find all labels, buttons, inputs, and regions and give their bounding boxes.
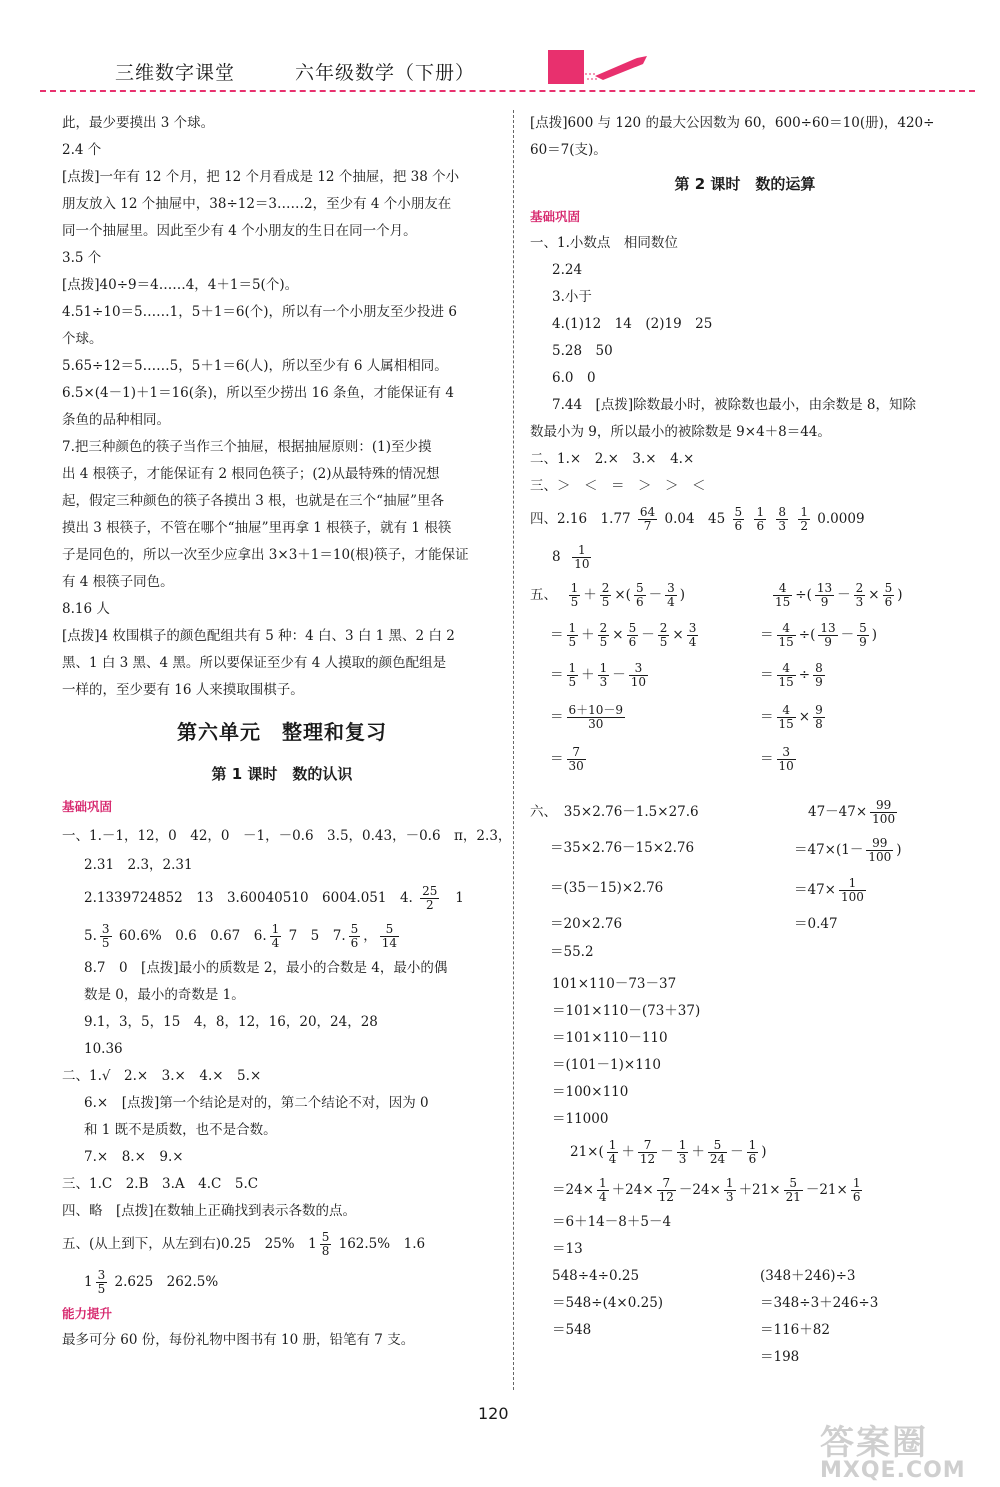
book-title: 三维数字课堂 [115, 62, 236, 84]
calc-line: (348＋246)÷3 [760, 1268, 856, 1284]
subject-title: 六年级数学（下册） [295, 62, 476, 84]
calc-line: ＝55.2 [550, 944, 594, 960]
text-line: 同一个抽屉里。因此至少有 4 个小朋友的生日在同一个月。 [62, 223, 417, 239]
calc-line: 21×( $\frac{1}{4}$ ＋ $\frac{7}{12}$ － $\frac{1}{3}$ ＋ $\frac{5}{24}$ － $\frac{1}{6}$ ) [570, 1138, 767, 1166]
calc-line: ＝24× $\frac{1}{4}$ ＋24× $\frac{7}{12}$ －24× $\frac{1}{3}$ ＋21× $\frac{5}{21}$ －21× $\frac{1}{6}$ [552, 1176, 861, 1204]
fraction: $\frac{3}{5}$ [101, 922, 110, 950]
text-line: 7.44 [点拨]除数最小时，被除数也最小，由余数是 8，知除 [552, 397, 916, 413]
rocket-icon [585, 52, 655, 82]
text-line: 一、1.－1，12，0 42，0 －1，－0.6 3.5，0.43，－0.6 π，2.3， [62, 828, 512, 844]
text-line: 3.5 个 [62, 250, 102, 266]
calc-line: 47－47× $\frac{99}{100}$ [808, 798, 896, 826]
fraction: $\frac{3}{5}$ [97, 1268, 106, 1296]
text-line: 最多可分 60 份，每份礼物中图书有 10 册，铅笔有 7 支。 [62, 1332, 415, 1348]
text-line: 二、1.× 2.× 3.× 4.× [530, 451, 695, 467]
calc-line: ＝348÷3＋246÷3 [760, 1295, 879, 1311]
fraction: $\frac{64}{7}$ [639, 505, 656, 533]
text-line: 数最小为 9，所以最小的被除数是 9×4＋8＝44。 [530, 424, 831, 440]
text-line: 8.7 0 [点拨]最小的质数是 2，最小的合数是 4，最小的偶 [84, 960, 448, 976]
right-column [530, 110, 960, 1373]
fraction: $\frac{1}{2}$ [800, 505, 808, 533]
calc-line: ＝13 [552, 1241, 583, 1257]
fraction: $\frac{5}{6}$ [734, 505, 743, 533]
calc-line: ＝100×110 [552, 1084, 629, 1100]
text-line: 黑、1 白 3 黑、4 黑。所以要保证至少有 4 人摸取的颜色配组是 [62, 655, 447, 671]
page-number: 120 [478, 1404, 509, 1423]
text-line: [点拨]一年有 12 个月，把 12 个月看成是 12 个抽屉，把 38 个小 [62, 169, 460, 185]
text-line: [点拨]40÷9＝4……4，4＋1＝5(个)。 [62, 277, 299, 293]
fraction: $\frac{5}{6}$ [350, 922, 359, 950]
fraction-line: 四、2.16 1.77 $\frac{64}{7}$ 0.04 45 $\frac{5}{6}$ $\frac{1}{6}$ $\frac{8}{3}$ $\frac{1}{2}$ 0.0009 [530, 505, 865, 533]
calc-line: 548÷4÷0.25 [552, 1268, 640, 1284]
calc-line: ＝ $\frac{4}{15}$ × $\frac{9}{8}$ [760, 703, 823, 731]
text-line: [点拨]600 与 120 的最大公因数为 60，600÷60＝10(册)，420÷ [530, 115, 935, 131]
text-line: 4.51÷10＝5……1，5＋1＝6(个)，所以有一个小朋友至少投进 6 [62, 304, 457, 320]
fraction: $\frac{1}{4}$ [271, 922, 280, 950]
text-line: 此，最少要摸出 3 个球。 [62, 115, 215, 131]
calc-line: ＝ $\frac{1}{5}$ ＋ $\frac{1}{3}$ － $\frac{3}{10}$ [550, 661, 647, 689]
lesson-title: 第 1 课时 数的认识 [211, 765, 353, 783]
calc-block-5 [530, 576, 960, 791]
text-line: 一样的，至少要有 16 人来摸取围棋子。 [62, 682, 304, 698]
text-line: 二、1.√ 2.× 3.× 4.× 5.× [62, 1068, 262, 1084]
text-line: 有 4 根筷子同色。 [62, 574, 174, 590]
fraction: $\frac{5}{8}$ [321, 1230, 330, 1258]
calc-line: $\frac{4}{15}$ ÷( $\frac{13}{9}$ － $\frac{2}{3}$ × $\frac{5}{6}$ ) [775, 581, 903, 609]
calc-line: ＝47×(1－ $\frac{99}{100}$ ) [794, 836, 902, 864]
text-line: 6.5×(4－1)＋1＝16(条)，所以至少捞出 16 条鱼，才能保证有 4 [62, 385, 454, 401]
calc-line: ＝(35－15)×2.76 [550, 880, 664, 896]
calc-line: ＝548÷(4×0.25) [552, 1295, 664, 1311]
left-column [62, 110, 512, 1354]
section-label: 能力提升 [62, 1306, 113, 1321]
text-line: 6.0 0 [552, 370, 596, 386]
text-line: 2.24 [552, 262, 583, 278]
fraction-line: 五、(从上到下，从左到右)0.25 25% 1 $\frac{5}{8}$ 162.5% 1.6 [62, 1230, 426, 1258]
calc-line: 六、 35×2.76－1.5×27.6 [530, 804, 699, 820]
calc-line: ＝20×2.76 [550, 916, 623, 932]
text-line: 7.× 8.× 9.× [84, 1149, 184, 1165]
fraction-line: 8 $\frac{1}{10}$ [552, 543, 590, 571]
text-line: 四、略 [点拨]在数轴上正确找到表示各数的点。 [62, 1203, 357, 1219]
calc-block-last [530, 1263, 960, 1373]
text-line: 条鱼的品种相同。 [62, 412, 170, 428]
page-header [0, 0, 1000, 100]
fraction: $\frac{5}{14}$ [381, 922, 398, 950]
calc-line: ＝ $\frac{1}{5}$ ＋ $\frac{2}{5}$ × $\frac{5}{6}$ － $\frac{2}{5}$ × $\frac{3}{4}$ [550, 621, 697, 649]
calc-line: ＝0.47 [794, 916, 838, 932]
section-label: 基础巩固 [530, 209, 581, 224]
text-line: 10.36 [84, 1041, 123, 1057]
calc-line: ＝101×110－110 [552, 1030, 668, 1046]
calc-line: ＝ $\frac{7}{30}$ [550, 745, 584, 773]
fraction: $\frac{8}{3}$ [778, 505, 787, 533]
text-line: 4.(1)12 14 (2)19 25 [552, 316, 713, 332]
fraction: $\frac{1}{6}$ [756, 505, 765, 533]
text-line: 9.1，3，5，15 4，8，12，16，20，24，28 [84, 1014, 378, 1030]
header-color-block [548, 50, 584, 84]
text-line: 一、1.小数点 相同数位 [530, 235, 678, 251]
unit-title: 第六单元 整理和复习 [177, 720, 387, 744]
section-label: 基础巩固 [62, 799, 113, 814]
text-line: 8.16 人 [62, 601, 110, 617]
text-line: 摸出 3 根筷子，不管在哪个“抽屉”里再拿 1 根筷子，就有 1 根筷 [62, 520, 452, 536]
text-line: 7.把三种颜色的筷子当作三个抽屉，根据抽屉原则：(1)至少摸 [62, 439, 432, 455]
calc-line: ＝116＋82 [760, 1322, 830, 1338]
text-line: 6.× [点拨]第一个结论是对的，第二个结论不对，因为 0 [84, 1095, 429, 1111]
text-line: 3.小于 [552, 289, 592, 305]
text-line: 2.4 个 [62, 142, 102, 158]
header-rule [40, 90, 975, 92]
calc-line: ＝35×2.76－15×2.76 [550, 840, 695, 856]
text-line: 60＝7(支)。 [530, 142, 607, 158]
column-divider [513, 110, 514, 1390]
calc-line: ＝47× $\frac{1}{100}$ [794, 876, 864, 904]
text-line: 5.65÷12＝5……5，5＋1＝6(人)，所以至少有 6 人属相相同。 [62, 358, 448, 374]
fraction: $\frac{1}{10}$ [574, 543, 590, 571]
calc-line: ＝11000 [552, 1111, 609, 1127]
calc-line: ＝548 [552, 1322, 592, 1338]
text-line: 起，假定三种颜色的筷子各摸出 3 根，也就是在三个“抽屉”里各 [62, 493, 444, 509]
text-line: 个球。 [62, 331, 103, 347]
text-line: 2.31 2.3，2.31 [84, 857, 193, 873]
text-line: [点拨]4 枚围棋子的颜色配组共有 5 种：4 白、3 白 1 黑、2 白 2 [62, 628, 455, 644]
calc-line: ＝101×110－(73＋37) [552, 1003, 701, 1019]
text-line: 子是同色的，所以一次至少应拿出 3×3＋1＝10(根)筷子，才能保证 [62, 547, 469, 563]
calc-line: 五、 $\frac{1}{5}$ ＋ $\frac{2}{5}$ ×( $\frac{5}{6}$ － $\frac{3}{4}$ ) [530, 581, 686, 609]
calc-line: ＝ $\frac{3}{10}$ [760, 745, 794, 773]
text-line: 和 1 既不是质数，也不是合数。 [84, 1122, 277, 1138]
calc-line: 101×110－73－37 [552, 976, 677, 992]
calc-line: ＝ $\frac{4}{15}$ ÷ $\frac{8}{9}$ [760, 661, 823, 689]
fraction-line: 1 $\frac{3}{5}$ 2.625 262.5% [84, 1268, 219, 1296]
text-line: 三、1.C 2.B 3.A 4.C 5.C [62, 1176, 259, 1192]
text-line: 数是 0，最小的奇数是 1。 [84, 987, 245, 1003]
text-line: 三、＞ ＜ ＝ ＞ ＞ ＜ [530, 478, 706, 494]
fraction: $\frac{25}{2}$ [422, 884, 438, 912]
calc-line: ＝(101－1)×110 [552, 1057, 661, 1073]
text-line: 出 4 根筷子，才能保证有 2 根同色筷子；(2)从最特殊的情况想 [62, 466, 440, 482]
lesson-title: 第 2 课时 数的运算 [674, 175, 816, 193]
text-line: 5.28 50 [552, 343, 613, 359]
calc-line: ＝ $\frac{4}{15}$ ÷( $\frac{13}{9}$ － $\frac{5}{9}$ ) [760, 621, 878, 649]
calc-line: ＝198 [760, 1349, 800, 1365]
calc-block-6 [530, 791, 960, 971]
calc-line: ＝ $\frac{6+10-9}{30}$ [550, 703, 624, 731]
fraction-line: 5. $\frac{3}{5}$ 60.6% 0.6 0.67 6. $\frac{1}{4}$ 7 5 7. $\frac{5}{6}$ ， $\frac{5}{14}$ [84, 922, 398, 950]
fraction-line: 2.1339724852 13 3.60040510 6004.051 4. $\frac{25}{2}$ 1 [84, 884, 464, 912]
watermark: 答案圈 MXQE.COM [820, 1423, 966, 1483]
calc-line: ＝6＋14－8＋5－4 [552, 1214, 672, 1230]
text-line: 朋友放入 12 个抽屉中，38÷12＝3……2，至少有 4 个小朋友在 [62, 196, 452, 212]
